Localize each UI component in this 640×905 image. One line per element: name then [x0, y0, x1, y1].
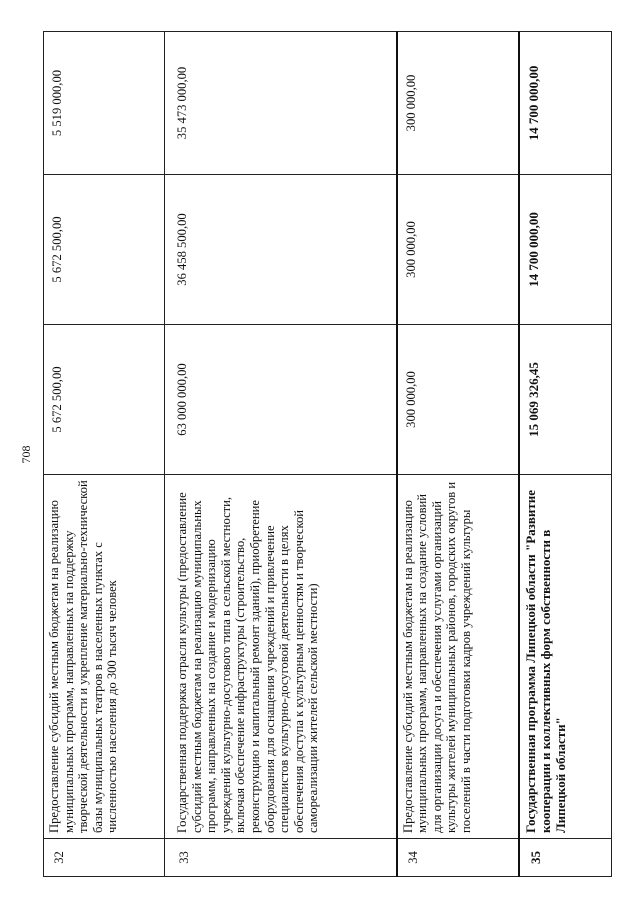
row-number: 34 [397, 839, 519, 877]
row-value-3: 35 473 000,00 [165, 32, 397, 175]
row-value-3: 14 700 000,00 [519, 32, 612, 175]
table-row [165, 32, 397, 877]
row-description: Государственная программа Липецкой области "Развитие кооперации и коллективных форм собственности в Липецкой области" [519, 475, 612, 839]
row-number: 32 [44, 839, 165, 877]
row-value-1: 300 000,00 [397, 325, 519, 475]
table-row [44, 32, 165, 877]
table-row-total [519, 32, 612, 877]
rotated-page [19, 32, 611, 877]
row-value-1: 63 000 000,00 [165, 325, 397, 475]
row-description: Предоставление субсидий местным бюджетам на реализацию муниципальных программ, направленных на создание условий для организации досуга и обеспечения услугами организаций культуры жителей муниципальных районов, городских округов и поселений в части подготовки кадров учреждений культуры [397, 475, 519, 839]
row-value-2: 14 700 000,00 [519, 175, 612, 325]
row-value-3: 5 519 000,00 [44, 32, 165, 175]
table-row [397, 32, 519, 877]
row-value-1: 5 672 500,00 [44, 325, 165, 475]
row-value-2: 300 000,00 [397, 175, 519, 325]
row-description: Предоставление субсидий местным бюджетам на реализацию муниципальных программ, направленных на поддержку творческой деятельности и укрепление материально-технической базы муниципальных театров в населенных пунктах с численностью населения до 300 тысяч человек [44, 475, 165, 839]
page-number: 708 [19, 445, 33, 464]
row-value-2: 5 672 500,00 [44, 175, 165, 325]
row-description: Государственная поддержка отрасли культуры (предоставление субсидий местным бюджетам на реализацию муниципальных программ, направленных на создание и модернизацию учреждений культурно-досугового типа в сельской местности, включая обеспечение инфраструктуры (строительство, реконструкцию и капитальный ремонт зданий), приобретение оборудования для оснащения учреждений и привлечение специалистов культурно-досуговой деятельности в целях обеспечения доступа к культурным ценностям и творческой самореализации жителей сельской местности) [165, 475, 397, 839]
row-value-2: 36 458 500,00 [165, 175, 397, 325]
row-value-1: 15 069 326,45 [519, 325, 612, 475]
budget-table [43, 31, 612, 877]
row-value-3: 300 000,00 [397, 32, 519, 175]
row-number: 33 [165, 839, 397, 877]
row-number: 35 [519, 839, 612, 877]
